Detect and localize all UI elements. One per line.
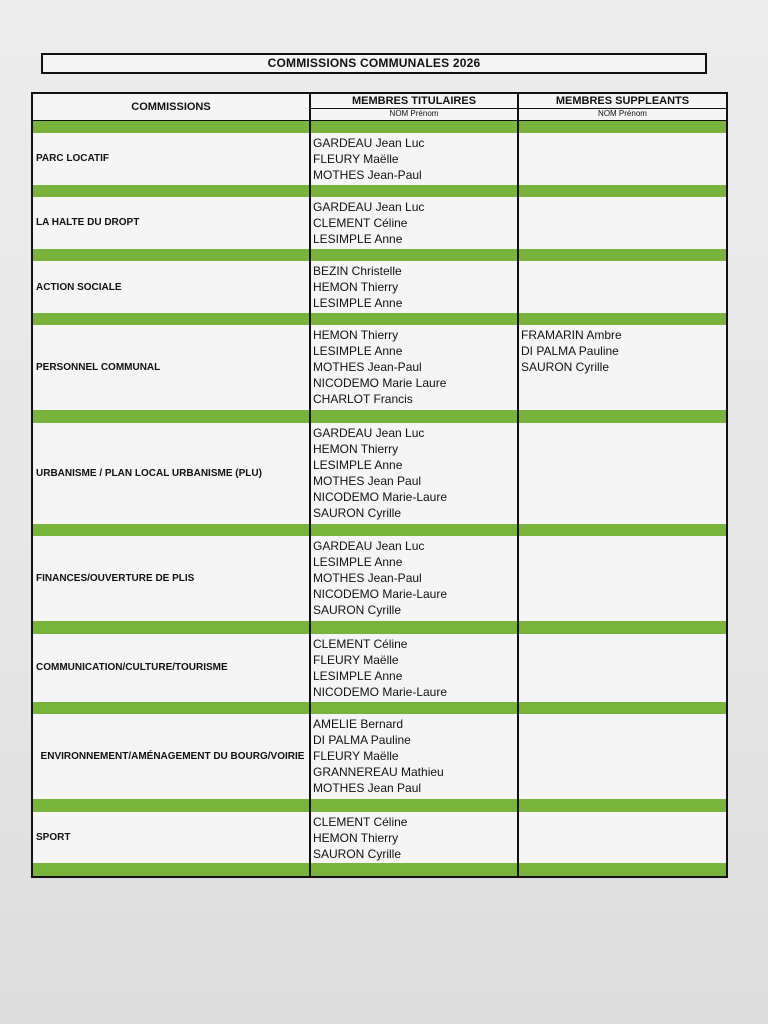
separator-cell bbox=[310, 120, 518, 133]
commission-name: SPORT bbox=[33, 812, 310, 864]
commission-name: URBANISME / PLAN LOCAL URBANISME (PLU) bbox=[33, 423, 310, 524]
separator-row bbox=[33, 313, 726, 325]
member-titulaire: NICODEMO Marie-Laure bbox=[313, 587, 448, 602]
separator-row bbox=[33, 702, 726, 714]
commission-row bbox=[33, 197, 726, 249]
separator-cell bbox=[310, 863, 518, 876]
header-suppleants: MEMBRES SUPPLEANTS NOM Prénom bbox=[518, 94, 726, 120]
separator-row bbox=[33, 621, 726, 633]
suppleants-cell bbox=[518, 197, 726, 249]
member-titulaire: LESIMPLE Anne bbox=[313, 668, 403, 683]
separator-cell bbox=[518, 702, 726, 714]
member-suppleant: FRAMARIN Ambre bbox=[521, 328, 622, 343]
separator-cell bbox=[33, 863, 310, 876]
member-titulaire: CHARLOT Francis bbox=[313, 392, 413, 407]
member-titulaire: MOTHES Jean-Paul bbox=[313, 571, 422, 586]
suppleants-cell bbox=[518, 133, 726, 185]
separator-cell bbox=[33, 249, 310, 261]
member-suppleant: SAURON Cyrille bbox=[521, 360, 610, 375]
commissions-table bbox=[31, 92, 728, 878]
commission-row bbox=[33, 423, 726, 524]
separator-cell bbox=[518, 524, 726, 536]
separator-cell bbox=[518, 185, 726, 197]
member-suppleant: DI PALMA Pauline bbox=[521, 344, 619, 359]
header-titulaires-sub: NOM Prénom bbox=[311, 108, 517, 119]
member-titulaire: HEMON Thierry bbox=[313, 280, 399, 295]
separator-cell bbox=[33, 313, 310, 325]
titulaires-cell bbox=[310, 197, 518, 249]
member-titulaire: LESIMPLE Anne bbox=[313, 457, 403, 472]
suppleants-cell bbox=[518, 634, 726, 702]
separator-cell bbox=[518, 799, 726, 811]
suppleants-cell bbox=[518, 536, 726, 621]
titulaires-cell bbox=[310, 536, 518, 621]
member-titulaire: NICODEMO Marie-Laure bbox=[313, 489, 448, 504]
member-titulaire: LESIMPLE Anne bbox=[313, 555, 403, 570]
member-titulaire: GARDEAU Jean Luc bbox=[313, 135, 425, 150]
member-titulaire: LESIMPLE Anne bbox=[313, 232, 403, 247]
separator-cell bbox=[518, 313, 726, 325]
member-titulaire: LESIMPLE Anne bbox=[313, 344, 403, 359]
separator-row bbox=[33, 120, 726, 133]
member-titulaire: DI PALMA Pauline bbox=[313, 733, 411, 748]
separator-cell bbox=[518, 621, 726, 633]
separator-cell bbox=[310, 249, 518, 261]
separator-cell bbox=[518, 120, 726, 133]
commission-name: COMMUNICATION/CULTURE/TOURISME bbox=[33, 634, 310, 702]
separator-cell bbox=[310, 313, 518, 325]
member-titulaire: GARDEAU Jean Luc bbox=[313, 425, 425, 440]
member-titulaire: GARDEAU Jean Luc bbox=[313, 539, 425, 554]
commission-row bbox=[33, 261, 726, 313]
member-titulaire: HEMON Thierry bbox=[313, 830, 399, 845]
suppleants-cell bbox=[518, 812, 726, 864]
suppleants-cell bbox=[518, 261, 726, 313]
separator-row bbox=[33, 799, 726, 811]
separator-cell bbox=[33, 799, 310, 811]
commission-name: ENVIRONNEMENT/AMÉNAGEMENT DU BOURG/VOIRIE bbox=[33, 714, 310, 799]
separator-row bbox=[33, 863, 726, 876]
separator-cell bbox=[310, 799, 518, 811]
commission-row bbox=[33, 133, 726, 185]
member-titulaire: NICODEMO Marie Laure bbox=[313, 376, 447, 391]
separator-cell bbox=[310, 702, 518, 714]
member-titulaire: CLEMENT Céline bbox=[313, 636, 408, 651]
titulaires-cell bbox=[310, 714, 518, 799]
titulaires-cell bbox=[310, 261, 518, 313]
separator-cell bbox=[33, 702, 310, 714]
separator-row bbox=[33, 524, 726, 536]
member-titulaire: CLEMENT Céline bbox=[313, 814, 408, 829]
member-titulaire: MOTHES Jean Paul bbox=[313, 781, 422, 796]
separator-cell bbox=[33, 524, 310, 536]
titulaires-cell bbox=[310, 634, 518, 702]
separator-cell bbox=[310, 185, 518, 197]
suppleants-cell bbox=[518, 714, 726, 799]
titulaires-cell bbox=[310, 423, 518, 524]
commission-name: ACTION SOCIALE bbox=[33, 261, 310, 313]
suppleants-cell bbox=[518, 423, 726, 524]
separator-cell bbox=[33, 120, 310, 133]
document-title: COMMISSIONS COMMUNALES 2026 bbox=[41, 53, 707, 74]
titulaires-cell bbox=[310, 812, 518, 864]
member-titulaire: NICODEMO Marie-Laure bbox=[313, 684, 448, 699]
separator-cell bbox=[518, 863, 726, 876]
commission-name: FINANCES/OUVERTURE DE PLIS bbox=[33, 536, 310, 621]
member-titulaire: SAURON Cyrille bbox=[313, 505, 402, 520]
titulaires-cell bbox=[310, 133, 518, 185]
header-suppleants-sub: NOM Prénom bbox=[519, 108, 726, 119]
separator-row bbox=[33, 410, 726, 422]
member-titulaire: HEMON Thierry bbox=[313, 328, 399, 343]
separator-cell bbox=[310, 524, 518, 536]
member-titulaire: FLEURY Maëlle bbox=[313, 749, 399, 764]
member-titulaire: FLEURY Maëlle bbox=[313, 652, 399, 667]
member-titulaire: MOTHES Jean-Paul bbox=[313, 167, 422, 182]
suppleants-cell bbox=[518, 325, 726, 410]
separator-cell bbox=[310, 410, 518, 422]
separator-cell bbox=[33, 185, 310, 197]
titulaires-cell bbox=[310, 325, 518, 410]
separator-cell bbox=[310, 621, 518, 633]
separator-row bbox=[33, 249, 726, 261]
header-commissions: COMMISSIONS bbox=[33, 94, 310, 120]
commission-row bbox=[33, 714, 726, 799]
separator-cell bbox=[518, 410, 726, 422]
member-titulaire: SAURON Cyrille bbox=[313, 846, 402, 861]
separator-cell bbox=[33, 621, 310, 633]
commission-row bbox=[33, 812, 726, 864]
header-titulaires: MEMBRES TITULAIRES NOM Prénom bbox=[310, 94, 518, 120]
member-titulaire: SAURON Cyrille bbox=[313, 603, 402, 618]
commission-name: PARC LOCATIF bbox=[33, 133, 310, 185]
member-titulaire: MOTHES Jean Paul bbox=[313, 473, 422, 488]
commission-name: PERSONNEL COMMUNAL bbox=[33, 325, 310, 410]
commission-name: LA HALTE DU DROPT bbox=[33, 197, 310, 249]
separator-cell bbox=[518, 249, 726, 261]
member-titulaire: GRANNEREAU Mathieu bbox=[313, 765, 444, 780]
member-titulaire: MOTHES Jean-Paul bbox=[313, 360, 422, 375]
member-titulaire: GARDEAU Jean Luc bbox=[313, 200, 425, 215]
member-titulaire: LESIMPLE Anne bbox=[313, 296, 403, 311]
commission-row bbox=[33, 325, 726, 410]
separator-row bbox=[33, 185, 726, 197]
member-titulaire: CLEMENT Céline bbox=[313, 216, 408, 231]
member-titulaire: AMELIE Bernard bbox=[313, 717, 404, 732]
commission-row bbox=[33, 634, 726, 702]
member-titulaire: FLEURY Maëlle bbox=[313, 151, 399, 166]
separator-cell bbox=[33, 410, 310, 422]
member-titulaire: HEMON Thierry bbox=[313, 441, 399, 456]
commission-row bbox=[33, 536, 726, 621]
member-titulaire: BEZIN Christelle bbox=[313, 264, 402, 279]
